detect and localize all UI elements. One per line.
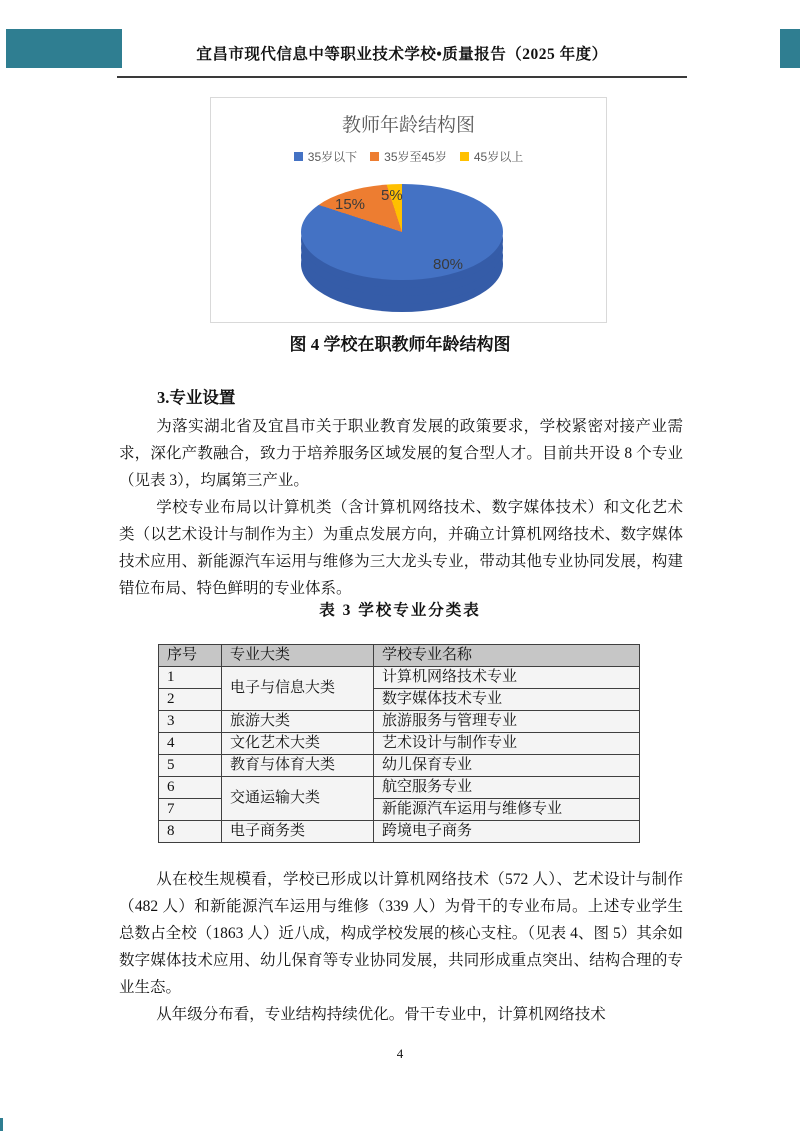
- section-heading: 3.专业设置: [157, 388, 236, 407]
- table-cell: 计算机网络技术专业: [374, 667, 640, 689]
- header-accent-right: [780, 29, 800, 68]
- table-cell: 4: [159, 733, 222, 755]
- paragraph: 学校专业布局以计算机类（含计算机网络技术、数字媒体技术）和文化艺术类（以艺术设计与制作为主）为重点发展方向，并确立计算机网络技术、数字媒体技术应用、新能源汽车运用与维修为三大龙头专业，带动其他专业协同发展，构建错位布局、特色鲜明的专业体系。: [119, 499, 683, 597]
- table-cell: 艺术设计与制作专业: [374, 733, 640, 755]
- report-title: 宜昌市现代信息中等职业技术学校•质量报告（2025 年度）: [196, 46, 608, 63]
- page-number: 4: [396, 1046, 404, 1061]
- table-cell: 7: [159, 799, 222, 821]
- table-cell: 交通运输大类: [222, 777, 374, 821]
- pie-chart: [301, 184, 503, 312]
- table-cell: 数字媒体技术专业: [374, 689, 640, 711]
- legend-item: [294, 148, 357, 165]
- header-accent-left: [6, 29, 122, 68]
- table-header-cell: 专业大类: [222, 645, 374, 667]
- table-cell: 跨境电子商务: [374, 821, 640, 843]
- table-row: [159, 667, 640, 689]
- table-cell: 教育与体育大类: [222, 755, 374, 777]
- legend-swatch: [460, 152, 469, 161]
- table-cell: 航空服务专业: [374, 777, 640, 799]
- legend-label: 35岁以下: [307, 150, 358, 164]
- table-row: [159, 777, 640, 799]
- legend-label: 35岁至45岁: [384, 150, 447, 164]
- chart-legend: [211, 148, 606, 165]
- table-cell: 旅游服务与管理专业: [374, 711, 640, 733]
- table-cell: 5: [159, 755, 222, 777]
- table-header-cell: 学校专业名称: [374, 645, 640, 667]
- table-cell: 幼儿保育专业: [374, 755, 640, 777]
- table-header-cell: 序号: [159, 645, 222, 667]
- table-cell: 电子商务类: [222, 821, 374, 843]
- pie-value-label: 15%: [335, 196, 366, 213]
- table-cell: 2: [159, 689, 222, 711]
- table-cell: 文化艺术大类: [222, 733, 374, 755]
- paragraph: 从年级分布看，专业结构持续优化。骨干专业中，计算机网络技术: [156, 1006, 606, 1023]
- table-cell: 6: [159, 777, 222, 799]
- pie-value-label: 80%: [433, 256, 464, 273]
- legend-item: [460, 148, 523, 165]
- table-cell: 1: [159, 667, 222, 689]
- table-row: [159, 821, 640, 843]
- table-cell: 3: [159, 711, 222, 733]
- table-cell: 新能源汽车运用与维修专业: [374, 799, 640, 821]
- majors-table: [158, 644, 640, 843]
- legend-label: 45岁以上: [473, 150, 524, 164]
- legend-swatch: [294, 152, 303, 161]
- paragraph: 从在校生规模看，学校已形成以计算机网络技术（572 人）、艺术设计与制作（482 人）和新能源汽车运用与维修（339 人）为骨干的专业布局。上述专业学生总数占全校（1863 人）近八成，构成学校发展的核心支柱。（见表 4、图 5）其余如数字媒体技术应用、幼儿保育等专业协同发展，共同形成重点突出、结构合理的专业生态。: [119, 871, 683, 996]
- footer-accent-sliver: [0, 1118, 3, 1131]
- pie-value-label: 5%: [381, 187, 403, 204]
- legend-item: [370, 148, 447, 165]
- table-row: [159, 755, 640, 777]
- table-title: 表 3 学校专业分类表: [319, 602, 481, 619]
- page-header: [117, 34, 687, 78]
- table-cell: 电子与信息大类: [222, 667, 374, 711]
- table-row: [159, 733, 640, 755]
- figure-caption: 图 4 学校在职教师年龄结构图: [289, 335, 511, 354]
- legend-swatch: [370, 152, 379, 161]
- paragraph-group: [119, 866, 683, 1028]
- chart-title: 教师年龄结构图: [341, 115, 475, 136]
- table-cell: 旅游大类: [222, 711, 374, 733]
- table-header-row: [159, 645, 640, 667]
- table-row: [159, 711, 640, 733]
- table-cell: 8: [159, 821, 222, 843]
- paragraph: 为落实湖北省及宜昌市关于职业教育发展的政策要求，学校紧密对接产业需求，深化产教融合，致力于培养服务区域发展的复合型人才。目前共开设 8 个专业（见表 3），均属第三产业。: [119, 418, 683, 489]
- chart-frame: [210, 97, 607, 323]
